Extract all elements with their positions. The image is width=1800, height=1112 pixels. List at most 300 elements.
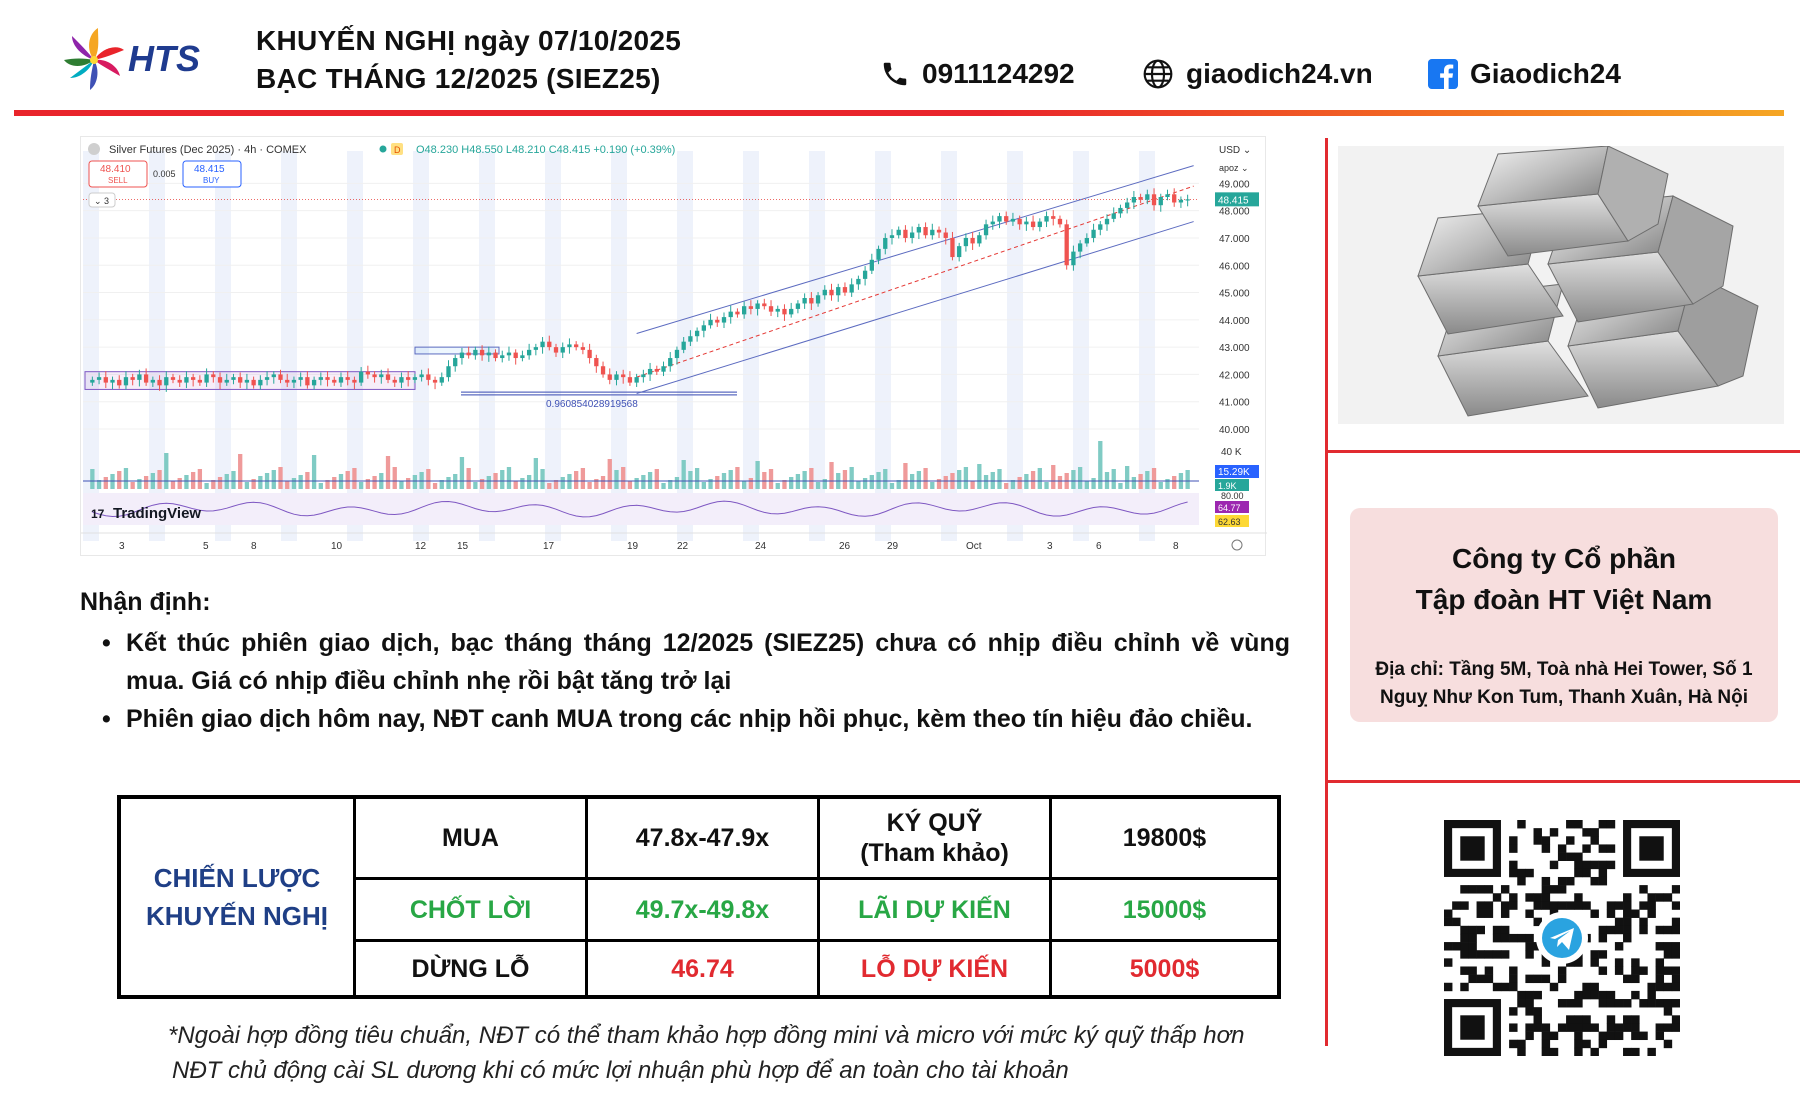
candle-body [641,374,645,377]
qr-module [1656,999,1664,1007]
candle-body [460,353,464,358]
volume-bar [1145,471,1149,489]
qr-module [1468,934,1476,942]
qr-module [1460,983,1468,991]
candle-body [816,295,820,303]
qr-module [1517,877,1525,885]
volume-bar [903,463,907,489]
price-tick-label: 41.000 [1219,397,1250,409]
range-box [85,372,415,390]
candle-body [245,380,249,383]
qr-module [1582,1015,1590,1023]
qr-module [1599,1040,1607,1048]
qr-module [1468,966,1476,974]
qr-module [1656,926,1664,934]
qr-module [1542,901,1550,909]
candle-body [668,358,672,366]
volume-bar [890,483,894,489]
volume-bar [157,470,161,489]
qr-module [1623,901,1631,909]
volume-bar [346,471,350,489]
qr-module [1599,820,1607,828]
volume-bar [1125,466,1129,489]
qr-module [1582,828,1590,836]
volume-bar [661,483,665,489]
qr-module [1509,836,1517,844]
volume-bar [829,462,833,489]
qr-module [1647,910,1655,918]
margin-label-line: (Tham khảo) [860,839,1009,867]
volume-bar [917,471,921,489]
qr-module [1599,991,1607,999]
volume-bar [715,476,719,489]
qr-module [1534,836,1542,844]
candle-body [802,298,806,303]
candle-body [131,377,135,380]
candle-body [1058,219,1062,224]
buy-label: BUY [203,176,220,185]
volume-bar [500,470,504,489]
qr-module [1477,901,1485,909]
candle-body [500,355,504,358]
qr-module [1599,844,1607,852]
volume-bar [520,478,524,489]
delay-badge-label: D [394,145,401,155]
analysis-heading: Nhận định: [80,588,211,616]
candle-body [923,227,927,235]
candle-body [621,374,625,377]
company-card [1350,508,1778,722]
candle-body [480,350,484,355]
volume-bar [1112,469,1116,489]
qr-module [1550,828,1558,836]
candle-body [661,366,665,371]
candle-body [527,350,531,355]
candle-body [903,230,907,238]
qr-module [1664,966,1672,974]
price-tick-label: 44.000 [1219,315,1250,327]
qr-module [1574,1048,1582,1056]
facebook-contact[interactable] [1428,58,1621,90]
qr-module [1615,1032,1623,1040]
volume-bar [641,475,645,489]
website-contact[interactable] [1142,58,1373,90]
volume-bar [90,469,94,489]
margin-label [817,799,1049,877]
tradingview-logo-icon: 17 [91,507,105,521]
candle-body [1011,219,1015,222]
volume-bar [682,460,686,489]
qr-module [1672,1023,1680,1031]
qr-module [1468,885,1476,893]
candle-body [225,380,229,383]
qr-module [1509,893,1517,901]
scale-selector: apoz ⌄ [1219,163,1249,173]
volume-bar [231,471,235,489]
take-profit-label: CHỐT LỜI [353,877,585,939]
candle-body [312,380,316,385]
volume-bar [695,468,699,489]
indicator-count: ⌄ 3 [94,196,110,206]
candle-body [870,260,874,271]
qr-module [1623,926,1631,934]
qr-module [1607,991,1615,999]
footnote-line: *Ngoài hợp đồng tiêu chuẩn, NĐT có thể tham khảo hợp đồng mini và micro với mức ký quỹ thấp hơn [168,1022,1245,1049]
title-date: KHUYẾN NGHỊ ngày 07/10/2025 [256,25,682,56]
qr-module [1542,1048,1550,1056]
qr-module [1615,958,1623,966]
candle-body [1044,216,1048,221]
x-tick-label: 17 [543,541,555,552]
candle-body [1078,243,1082,251]
candle-body [251,380,255,385]
qr-module [1672,885,1680,893]
qr-module [1590,1023,1598,1031]
candle-body [198,380,202,383]
margin-label-line: KÝ QUỸ [886,809,983,837]
candle-body [735,312,739,315]
candle-body [809,298,813,303]
volume-bar [204,483,208,489]
candle-body [554,347,558,352]
candle-body [594,358,598,366]
qr-module [1574,820,1582,828]
volume-bar [507,467,511,489]
candle-body [1165,194,1169,197]
price-tick-label: 46.000 [1219,261,1250,273]
qr-module [1542,975,1550,983]
qr-module [1477,926,1485,934]
qr-module [1534,893,1542,901]
candlestick-chart[interactable] [81,137,1267,557]
oscillator-tag-label: 64.77 [1218,503,1241,513]
volume-bar [970,481,974,489]
settings-icon [1232,540,1242,550]
qr-module [1485,950,1493,958]
qr-module [1664,1040,1672,1048]
ohlc-readout: O48.230 H48.550 L48.210 C48.415 +0.190 (+0.39%) [416,144,676,156]
company-address [1350,656,1778,712]
qr-module [1672,966,1680,974]
qr-module [1631,966,1639,974]
volume-bar [299,475,303,489]
qr-module [1623,918,1631,926]
candle-body [386,374,390,379]
volume-bar [1091,478,1095,489]
candle-body [561,347,565,352]
x-tick-label: 26 [839,541,851,552]
volume-bar [1038,468,1042,489]
candle-body [238,377,242,382]
column-divider [1325,138,1328,1046]
qr-module [1558,885,1566,893]
volume-bar [534,458,538,489]
volume-bar [1159,482,1163,489]
qr-finder [1460,836,1484,860]
volume-bar [399,481,403,489]
qr-module [1566,1015,1574,1023]
qr-module [1444,958,1452,966]
qr-module [1574,853,1582,861]
footnote-line: NĐT chủ động cài SL dương khi có mức lợi nhuận phù hợp để an toàn cho tài khoản [172,1057,1069,1084]
candle-body [1071,252,1075,266]
volume-bar [352,468,356,489]
volume-bar [749,478,753,489]
price-tick-label: 45.000 [1219,288,1250,300]
phone-contact[interactable] [880,58,1075,90]
qr-module [1582,861,1590,869]
candle-body [829,290,833,295]
candle-body [937,230,941,233]
channel-upper [637,166,1194,334]
volume-bar [769,469,773,489]
x-tick-label: 10 [331,541,343,552]
qr-module [1623,1023,1631,1031]
volume-bar [1185,470,1189,489]
qr-module [1599,926,1607,934]
qr-module [1542,885,1550,893]
candle-body [1018,219,1022,224]
volume-bar [446,477,450,489]
qr-module [1664,893,1672,901]
candle-body [1185,199,1189,200]
qr-module [1607,926,1615,934]
qr-module [1582,1040,1590,1048]
qr-module [1460,966,1468,974]
price-chart[interactable] [80,136,1266,556]
qr-module [1517,934,1525,942]
volume-bar [1018,477,1022,489]
qr-module [1574,999,1582,1007]
qr-module [1566,836,1574,844]
qr-module [1623,999,1631,1007]
volume-bar [144,476,148,489]
qr-module [1525,934,1533,942]
candle-body [836,287,840,295]
candle-body [104,377,108,382]
candle-body [997,216,1001,221]
channel-lower [637,222,1194,394]
qr-module [1623,1048,1631,1056]
qr-module [1534,991,1542,999]
qr-module [1509,983,1517,991]
qr-module [1623,975,1631,983]
qr-module [1525,950,1533,958]
expected-profit-value: 15000$ [1049,877,1277,939]
qr-module [1501,983,1509,991]
volume-bar [1078,467,1082,489]
candle-body [124,377,128,385]
qr-module [1550,901,1558,909]
qr-module [1664,1007,1672,1015]
candle-body [715,320,719,323]
qr-module [1599,877,1607,885]
volume-bar [608,459,612,489]
volume-bar [581,468,585,489]
qr-module [1477,950,1485,958]
qr-module [1582,1023,1590,1031]
candle-body [433,380,437,383]
candle-body [359,372,363,383]
qr-module [1493,983,1501,991]
volume-bar [1004,483,1008,489]
strategy-title [121,799,353,995]
price-tick-label: 42.000 [1219,370,1250,382]
qr-module [1639,901,1647,909]
candle-body [514,353,518,358]
volume-bar [372,476,376,489]
volume-bar [930,482,934,489]
candle-body [379,374,383,377]
volume-bar [124,468,128,489]
qr-module [1656,1023,1664,1031]
stop-loss-value: 46.74 [585,939,817,995]
qr-module [1558,877,1566,885]
volume-bar [460,457,464,489]
qr-module [1558,1023,1566,1031]
candle-body [876,249,880,260]
candle-body [285,380,289,383]
candle-body [1051,216,1055,219]
sell-price: 48.410 [100,164,131,175]
volume-bar [319,483,323,489]
qr-module [1672,975,1680,983]
candle-body [601,366,605,374]
qr-module [1534,1023,1542,1031]
telegram-qr-code[interactable] [1444,820,1680,1056]
x-tick-label: 19 [627,541,639,552]
volume-bar [957,470,961,489]
qr-module [1558,901,1566,909]
strategy-title-line: CHIẾN LƯỢC [153,863,321,893]
candle-body [346,377,350,380]
volume-bar [1085,481,1089,489]
volume-bar [292,478,296,489]
qr-module [1452,901,1460,909]
qr-module [1590,836,1598,844]
candle-body [755,303,759,308]
qr-module [1477,910,1485,918]
price-tick-label: 40.000 [1219,425,1250,436]
volume-bar [964,467,968,489]
volume-bar [1031,471,1035,489]
candle-body [1152,194,1156,205]
qr-module [1460,926,1468,934]
qr-module [1566,1023,1574,1031]
candle-body [231,377,235,380]
volume-bar [1051,465,1055,489]
qr-module [1615,966,1623,974]
qr-module [1656,983,1664,991]
qr-module [1525,910,1533,918]
candle-body [299,377,303,380]
candle-body [769,306,773,311]
candle-body [950,238,954,257]
candle-body [339,377,343,382]
qr-module [1525,1007,1533,1015]
facebook-page: Giaodich24 [1470,58,1621,89]
volume-bar [164,453,168,489]
volume-bar [977,464,981,489]
qr-module [1509,869,1517,877]
x-tick-label: 8 [1173,541,1179,552]
fib-label: 0.960854028919568 [546,399,638,411]
candle-body [856,279,860,284]
qr-module [1607,1015,1615,1023]
candle-body [682,342,686,350]
candle-body [776,309,780,312]
qr-module [1485,966,1493,974]
candle-body [218,377,222,382]
phone-number: 0911124292 [922,58,1075,89]
qr-module [1672,942,1680,950]
qr-module [1509,861,1517,869]
qr-module [1542,877,1550,885]
candle-body [688,336,692,341]
candle-body [789,309,793,314]
volume-bar [272,470,276,489]
candle-body [897,230,901,235]
candle-body [178,380,182,383]
candle-body [1024,222,1028,225]
candle-body [722,317,726,322]
volume-bar [984,475,988,489]
volume-bar [655,469,659,489]
price-tick-label: 48.000 [1219,206,1250,218]
qr-module [1501,885,1509,893]
volume-bar [171,481,175,489]
qr-module [1534,975,1542,983]
candle-body [265,377,269,380]
candle-body [917,227,921,232]
x-tick-label: 3 [1047,541,1053,552]
candle-body [211,374,215,377]
facebook-icon [1428,59,1458,89]
candle-body [742,306,746,314]
qr-module [1509,934,1517,942]
volume-bar [561,477,565,489]
qr-module [1558,966,1566,974]
qr-module [1607,820,1615,828]
candle-body [171,377,175,380]
price-tick-label: 49.000 [1219,179,1250,191]
candle-body [883,238,887,249]
candle-body [762,303,766,306]
qr-module [1599,1032,1607,1040]
expected-profit-label: LÃI DỰ KIẾN [817,877,1049,939]
candle-body [863,271,867,279]
candle-body [634,377,638,382]
candle-body [587,350,591,358]
qr-module [1631,1023,1639,1031]
volume-bar [702,482,706,489]
candle-body [1145,194,1149,199]
qr-module [1558,853,1566,861]
candle-body [984,224,988,235]
candle-body [729,312,733,317]
x-tick-label: 5 [203,541,209,552]
volume-bar [514,481,518,489]
qr-module [1452,918,1460,926]
qr-module [1542,1023,1550,1031]
spread-value: 0.005 [153,169,176,179]
x-tick-label: Oct [966,541,982,552]
volume-bar [433,483,437,489]
qr-module [1477,975,1485,983]
candle-body [1038,222,1042,227]
volume-bar [473,482,477,489]
volume-bar [742,481,746,489]
